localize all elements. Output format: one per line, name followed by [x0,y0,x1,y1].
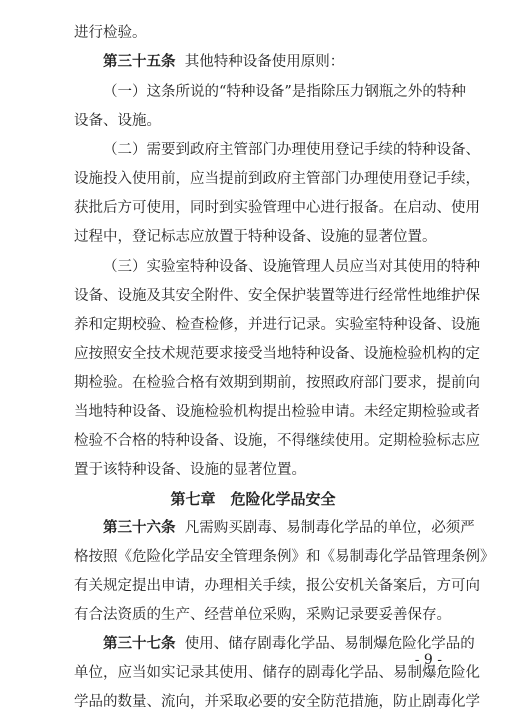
text-line: 当地特种设备、设施检验机构提出检验申请。未经定期检验或者 [74,404,480,420]
text-line: 单位，应当如实记录其使用、储存的剧毒化学品、易制爆危险化 [74,665,480,681]
text-line: 使用、储存剧毒化学品、易制爆危险化学品的 [184,636,475,652]
text-line: 学品的数量、流向，并采取必要的安全防范措施，防止剧毒化学 [74,694,480,710]
article-36-title: 第三十六条 [103,520,176,536]
text-line: 进行检验。 [74,25,147,41]
text-line: 获批后方可使用，同时到实验管理中心进行报备。在启动、使用 [74,200,480,216]
article-36-line [103,516,475,540]
text-line: 置于该特种设备、设施的显著位置。 [74,462,306,478]
text-line: 设备、设施及其安全附件、安全保护装置等进行经常性地维护保 [74,288,480,304]
text-line: 养和定期校验、检查检修，并进行记录。实验室特种设备、设施 [74,317,480,333]
text-line: 期检验。在检验合格有效期到期前，按照政府部门要求，提前向 [74,375,480,391]
article-35-line [103,50,440,74]
text-line: （一）这条所说的“特种设备”是指除压力钢瓶之外的特种 [103,84,466,100]
article-35-title: 第三十五条 [103,54,176,70]
article-37-title: 第三十七条 [103,636,176,652]
page-number: - 9 - [414,652,442,668]
text-line: 设备、设施。 [74,113,161,129]
text-line: 有合法资质的生产、经营单位采购，采购记录要妥善保存。 [74,607,451,623]
text-line: 设施投入使用前，应当提前到政府主管部门办理使用登记手续， [74,171,480,187]
text-line: 过程中，登记标志应放置于特种设备、设施的显著位置。 [74,229,437,245]
article-37-line [103,632,475,656]
text-line: 凡需购买剧毒、易制毒化学品的单位，必须严 [184,520,475,536]
text-line: （三）实验室特种设备、设施管理人员应当对其使用的特种 [103,259,480,275]
text-line: （二）需要到政府主管部门办理使用登记手续的特种设备、 [103,142,480,158]
text-line: 其他特种设备使用原则： [184,54,345,70]
text-line: 检验不合格的特种设备、设施，不得继续使用。定期检验标志应 [74,433,480,449]
text-line: 应按照安全技术规范要求接受当地特种设备、设施检验机构的定 [74,346,480,362]
text-line: 格按照《危险化学品安全管理条例》和《易制毒化学品管理条例》 [74,549,495,565]
text-line: 有关规定提出申请，办理相关手续，报公安机关备案后，方可向 [74,578,480,594]
chapter-title: 第七章 危险化学品安全 [170,490,336,508]
